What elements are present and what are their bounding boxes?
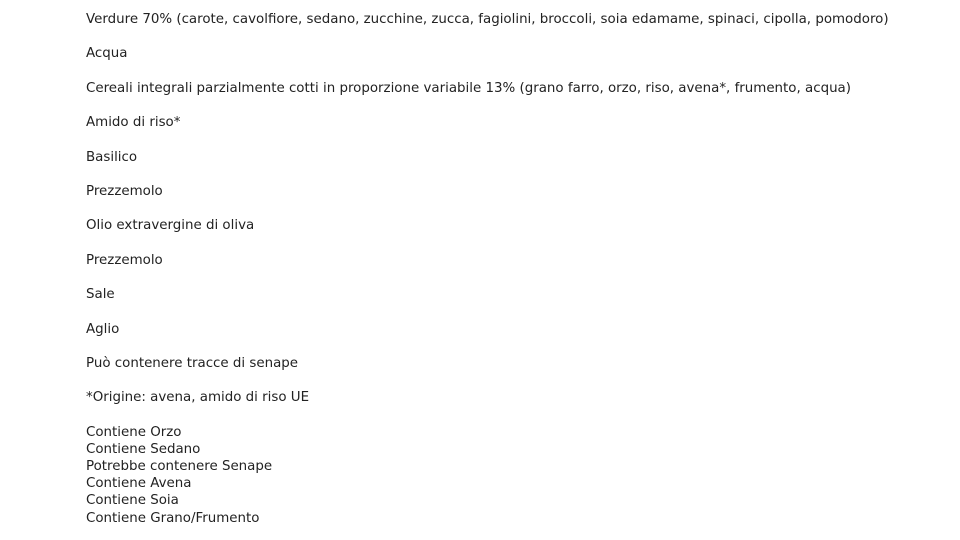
ingredient-line: Cereali integrali parzialmente cotti in proporzione variabile 13% (grano farro, orzo, riso, avena*, frumento, acqua) bbox=[86, 80, 851, 96]
ingredient-line: Basilico bbox=[86, 149, 138, 165]
ingredient-line: Prezzemolo bbox=[86, 252, 163, 268]
allergen-item: Contiene Grano/Frumento bbox=[86, 510, 260, 526]
allergen-item: Contiene Sedano bbox=[86, 441, 201, 457]
origin-note: *Origine: avena, amido di riso UE bbox=[86, 390, 310, 406]
allergen-item: Potrebbe contenere Senape bbox=[86, 459, 273, 475]
ingredient-line: Aglio bbox=[86, 321, 120, 337]
allergen-item: Contiene Soia bbox=[86, 493, 179, 509]
ingredients-document bbox=[86, 11, 946, 527]
ingredient-line: Olio extravergine di oliva bbox=[86, 218, 255, 234]
allergen-list bbox=[86, 424, 946, 527]
allergen-item: Contiene Avena bbox=[86, 476, 192, 492]
ingredient-line: Prezzemolo bbox=[86, 183, 163, 199]
may-contain-note: Può contenere tracce di senape bbox=[86, 355, 299, 371]
allergen-item: Contiene Orzo bbox=[86, 424, 182, 440]
ingredient-line: Acqua bbox=[86, 46, 128, 62]
ingredient-line: Amido di riso* bbox=[86, 115, 181, 131]
ingredient-line: Sale bbox=[86, 287, 115, 303]
ingredient-line: Verdure 70% (carote, cavolfiore, sedano, zucchine, zucca, fagiolini, broccoli, soia edamame, spinaci, cipolla, pomodoro) bbox=[86, 12, 889, 27]
